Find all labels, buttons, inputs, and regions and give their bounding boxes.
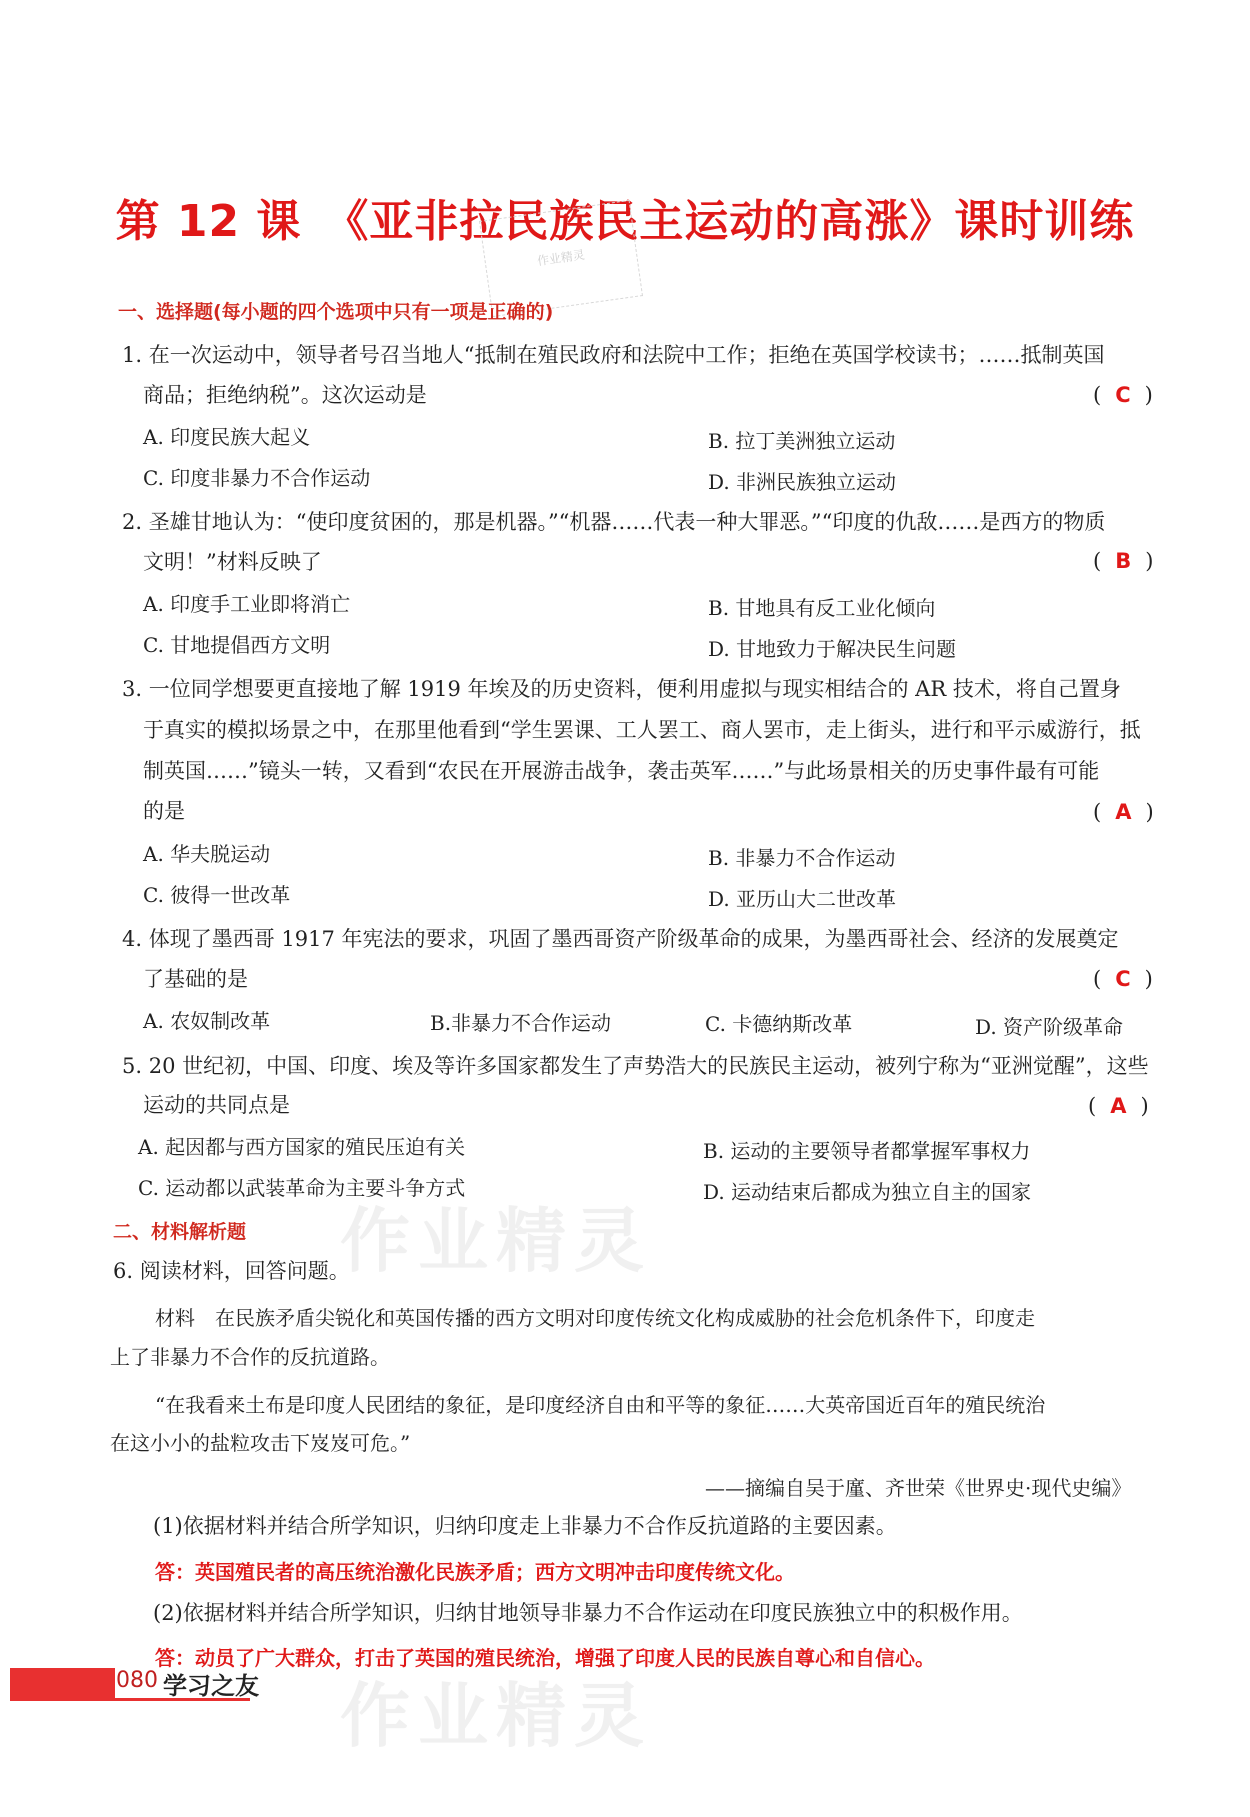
q3-option-d: D. 亚历山大二世改革 <box>708 887 897 911</box>
watermark-1: 作业精灵 <box>340 1200 652 1282</box>
q5-stem-line1: 5. 20 世纪初，中国、印度、埃及等许多国家都发生了声势浩大的民族民主运动，被列宁称为“亚洲觉醒”，这些 <box>122 1054 1149 1078</box>
q6-stem: 6. 阅读材料，回答问题。 <box>113 1259 350 1283</box>
q6-sub1: (1)依据材料并结合所学知识，归纳印度走上非暴力不合作反抗道路的主要因素。 <box>153 1514 897 1538</box>
q6-source: ——摘编自吴于廑、齐世荣《世界史·现代史编》 <box>705 1476 1132 1500</box>
q5-answer-letter: A <box>1110 1094 1127 1118</box>
q1-option-c: C. 印度非暴力不合作运动 <box>143 466 371 490</box>
page-number: 080 <box>116 1668 158 1693</box>
q2-option-a: A. 印度手工业即将消亡 <box>143 592 351 616</box>
q3-stem-line1: 3. 一位同学想要更直接地了解 1919 年埃及的历史资料，便利用虚拟与现实相结合的 AR 技术，将自己置身 <box>122 677 1121 701</box>
section-material-heading: 二、材料解析题 <box>113 1221 247 1243</box>
section-choice-heading: 一、选择题(每小题的四个选项中只有一项是正确的) <box>118 301 554 323</box>
q6-answer1: 答：英国殖民者的高压统治激化民族矛盾；西方文明冲击印度传统文化。 <box>155 1560 795 1584</box>
q4-option-c: C. 卡德纳斯改革 <box>705 1012 853 1036</box>
q1-stem-line2: 商品；拒绝纳税”。这次运动是 <box>143 383 427 407</box>
q1-answer-letter: C <box>1115 383 1131 407</box>
q5-option-c: C. 运动都以武装革命为主要斗争方式 <box>138 1176 466 1200</box>
q1-option-a: A. 印度民族大起义 <box>143 425 311 449</box>
q6-material-line1: 材料 在民族矛盾尖锐化和英国传播的西方文明对印度传统文化构成威胁的社会危机条件下，印度走 <box>155 1306 1035 1330</box>
q3-option-c: C. 彼得一世改革 <box>143 883 291 907</box>
page-title: 第 12 课 《亚非拉民族民主运动的高涨》课时训练 <box>115 196 1135 247</box>
q1-answer: ( C ) <box>1093 383 1153 407</box>
q6-sub2: (2)依据材料并结合所学知识，归纳甘地领导非暴力不合作运动在印度民族独立中的积极作用。 <box>153 1601 1023 1625</box>
q6-material-line4: 在这小小的盐粒攻击下岌岌可危。” <box>110 1431 411 1455</box>
q3-option-a: A. 华夫脱运动 <box>143 842 271 866</box>
q3-stem-line2: 于真实的模拟场景之中，在那里他看到“学生罢课、工人罢工、商人罢市，走上街头，进行和平示威游行，抵 <box>143 718 1141 742</box>
q1-option-b: B. 拉丁美洲独立运动 <box>708 429 896 453</box>
q6-material-line3: “在我看来土布是印度人民团结的象征，是印度经济自由和平等的象征……大英帝国近百年的殖民统治 <box>155 1393 1046 1417</box>
q3-option-b: B. 非暴力不合作运动 <box>708 846 896 870</box>
q2-option-d: D. 甘地致力于解决民生问题 <box>708 637 957 661</box>
q4-answer: ( C ) <box>1093 967 1153 991</box>
q1-stem-line1: 1. 在一次运动中，领导者号召当地人“抵制在殖民政府和法院中工作；拒绝在英国学校读书；……抵制英国 <box>122 343 1105 367</box>
q2-stem-line1: 2. 圣雄甘地认为：“使印度贫困的，那是机器。”“机器……代表一种大罪恶。”“印度的仇敌……是西方的物质 <box>122 510 1106 534</box>
q4-option-d: D. 资产阶级革命 <box>975 1015 1124 1039</box>
brand-name: 学习之友 <box>163 1671 259 1700</box>
q2-answer-letter: B <box>1115 549 1132 573</box>
q5-option-d: D. 运动结束后都成为独立自主的国家 <box>703 1180 1032 1204</box>
q2-option-c: C. 甘地提倡西方文明 <box>143 633 331 657</box>
q4-option-b: B.非暴力不合作运动 <box>430 1011 612 1035</box>
q6-answer2: 答：动员了广大群众，打击了英国的殖民统治，增强了印度人民的民族自尊心和自信心。 <box>155 1646 935 1670</box>
stamp-text: 作业精灵 <box>536 247 586 269</box>
watermark-2: 作业精灵 <box>340 1675 652 1757</box>
q5-stem-line2: 运动的共同点是 <box>143 1093 290 1117</box>
q4-answer-letter: C <box>1115 967 1131 991</box>
q2-answer: ( B ) <box>1093 549 1154 573</box>
footer-bar <box>10 1668 115 1698</box>
q3-answer: ( A ) <box>1093 800 1154 824</box>
q5-option-a: A. 起因都与西方国家的殖民压迫有关 <box>138 1135 466 1159</box>
q4-stem-line1: 4. 体现了墨西哥 1917 年宪法的要求，巩固了墨西哥资产阶级革命的成果，为墨西哥社会、经济的发展奠定 <box>122 927 1119 951</box>
q6-material-line2: 上了非暴力不合作的反抗道路。 <box>110 1345 390 1369</box>
q2-option-b: B. 甘地具有反工业化倾向 <box>708 596 936 620</box>
q3-answer-letter: A <box>1115 800 1132 824</box>
q3-stem-line3: 制英国……”镜头一转，又看到“农民在开展游击战争，袭击英军……”与此场景相关的历史事件最有可能 <box>143 759 1100 783</box>
q2-stem-line2: 文明！”材料反映了 <box>143 550 322 574</box>
q1-option-d: D. 非洲民族独立运动 <box>708 470 897 494</box>
q4-option-a: A. 农奴制改革 <box>143 1009 271 1033</box>
q5-option-b: B. 运动的主要领导者都掌握军事权力 <box>703 1139 1031 1163</box>
q3-stem-line4: 的是 <box>143 799 185 823</box>
q4-stem-line2: 了基础的是 <box>143 967 248 991</box>
q5-answer: ( A ) <box>1088 1094 1149 1118</box>
